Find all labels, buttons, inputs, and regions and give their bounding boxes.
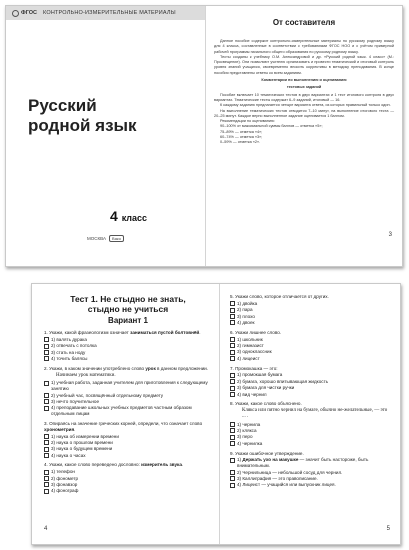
option-part: 1) xyxy=(237,457,243,463)
answer-option[interactable] xyxy=(44,337,212,343)
answer-option[interactable] xyxy=(230,349,390,355)
question-prefix: 7. Промокашка — это: xyxy=(230,365,278,371)
checkbox-icon[interactable] xyxy=(44,453,49,458)
answer-option[interactable] xyxy=(230,434,390,440)
answer-option-text: 4) двоек xyxy=(237,319,255,325)
checkbox-icon[interactable] xyxy=(44,344,49,349)
answer-option-text: 3) перо xyxy=(237,434,253,440)
question-prefix: 3. Опираясь на значение греческих корней, определи, что означает слово xyxy=(44,420,203,426)
preface-paragraph: Пособие включает 10 тематических тестов в двух вариантах и 1 тест итогового контроля в двух вариантах. Тематические тесты содержат 6–9 заданий, итоговый — 16. xyxy=(214,92,394,102)
page-number: 3 xyxy=(388,232,392,238)
checkbox-icon[interactable] xyxy=(44,482,49,487)
cover-title: Русский родной язык xyxy=(28,96,137,135)
answer-option-text xyxy=(237,476,318,482)
answer-option[interactable] xyxy=(44,453,212,459)
answer-option-text: 3) наука о будущем времени xyxy=(51,446,113,452)
preface-title: От составителя xyxy=(272,18,336,27)
checkbox-icon[interactable] xyxy=(230,373,235,378)
answer-option[interactable] xyxy=(230,379,390,385)
question xyxy=(44,421,212,459)
question-sentence: Начинаем урок математики. xyxy=(56,372,116,378)
grading-scale-item: 90–100% от максимальной суммы баллов — отметка «5»; xyxy=(220,124,323,129)
answer-option[interactable] xyxy=(230,428,390,434)
fgos-label: ФГОС xyxy=(21,10,37,16)
answer-option[interactable] xyxy=(44,405,212,417)
test-title: Тест 1. Не стыдно не знать, стыдно не учиться xyxy=(70,294,186,314)
top-spread xyxy=(5,5,403,267)
question-prefix: 9. Укажи ошибочное утверждение. xyxy=(230,450,304,456)
publisher-logo: Вако xyxy=(109,235,124,242)
checkbox-icon[interactable] xyxy=(44,356,49,361)
answer-option[interactable] xyxy=(44,343,212,349)
answer-option-text: 4) точить балясы xyxy=(51,355,88,361)
answer-option-text: 2) фонометр xyxy=(51,475,79,481)
answer-option-text xyxy=(237,470,342,476)
book-spine xyxy=(205,6,206,266)
answer-option-text: 3) нечто поучительное xyxy=(51,398,99,404)
answer-option-text xyxy=(237,457,390,469)
checkbox-icon[interactable] xyxy=(230,320,235,325)
answer-option[interactable] xyxy=(44,356,212,362)
preface-body xyxy=(214,39,394,146)
checkbox-icon[interactable] xyxy=(230,458,235,463)
checkbox-icon[interactable] xyxy=(230,428,235,433)
fgos-circle-icon xyxy=(12,10,19,17)
answer-option[interactable] xyxy=(44,488,212,494)
question-prefix: 1. Укажи, какой фразеологизм означает xyxy=(44,330,131,335)
answer-option-text: 2) клякса xyxy=(237,428,257,434)
answer-option[interactable] xyxy=(44,440,212,446)
option-keyword: Держать ухо на макушке xyxy=(242,457,299,463)
preface-subtitle: тестовых заданий xyxy=(286,85,322,90)
checkbox-icon[interactable] xyxy=(44,399,49,404)
preface-paragraph: К каждому заданию предлагается четыре варианта ответа, из которых правильный только один. xyxy=(220,103,391,108)
answer-option-text: 1) валять дурака xyxy=(51,336,87,342)
question-text xyxy=(44,421,212,433)
answer-option[interactable] xyxy=(230,320,390,326)
page-number: 5 xyxy=(386,526,390,532)
question-prefix: 6. Укажи лишнее слово. xyxy=(230,329,282,335)
answer-option-text: 3) бумага для чистки ручки xyxy=(237,385,295,391)
checkbox-icon[interactable] xyxy=(44,440,49,445)
page-right xyxy=(230,294,390,492)
checkbox-icon[interactable] xyxy=(44,489,49,494)
answer-option[interactable] xyxy=(44,399,212,405)
question-suffix: в данном предложении. xyxy=(155,365,209,371)
question xyxy=(230,330,390,362)
grading-scale-item: 0–59% — отметка «2». xyxy=(220,140,261,145)
answer-option[interactable] xyxy=(230,301,390,307)
option-part: — значит быть настороже, быть внимательным. xyxy=(237,457,369,469)
answer-option[interactable] xyxy=(230,441,390,447)
answer-option-text: 3) стать на ноду xyxy=(51,349,86,355)
fgos-badge xyxy=(12,10,176,17)
grading-scale-item: 60–74% — отметка «3»; xyxy=(220,135,263,140)
checkbox-icon[interactable] xyxy=(230,470,235,475)
checkbox-icon[interactable] xyxy=(230,356,235,361)
answer-option[interactable] xyxy=(44,434,212,440)
checkbox-icon[interactable] xyxy=(44,381,49,386)
cover-grade: 4 класс xyxy=(110,208,148,224)
answer-option[interactable] xyxy=(230,356,390,362)
answer-option[interactable] xyxy=(44,482,212,488)
answer-option[interactable] xyxy=(44,350,212,356)
checkbox-icon[interactable] xyxy=(44,337,49,342)
checkbox-icon[interactable] xyxy=(230,476,235,481)
page-number: 4 xyxy=(44,526,48,532)
checkbox-icon[interactable] xyxy=(230,379,235,384)
answer-option[interactable] xyxy=(44,469,212,475)
checkbox-icon[interactable] xyxy=(230,435,235,440)
answer-option[interactable] xyxy=(44,476,212,482)
option-part: 3) Каллиграфия — это правописание. xyxy=(237,476,318,482)
question-text xyxy=(44,366,212,372)
answer-option[interactable] xyxy=(44,446,212,452)
preface-page xyxy=(214,18,394,146)
grading-scale-item: 75–89% — отметка «4»; xyxy=(220,129,263,134)
question-text xyxy=(230,294,390,300)
checkbox-icon[interactable] xyxy=(230,343,235,348)
answer-option-text: 1) школьник xyxy=(237,336,263,342)
answer-option[interactable] xyxy=(230,337,390,343)
answer-option-text: 2) наука о прошлом времени xyxy=(51,439,113,445)
publisher-city: МОСКВА xyxy=(87,236,107,241)
answer-option-text: 2) учебный час, посвящённый отдельному предмету xyxy=(51,392,164,398)
answer-option-text: 1) телефон xyxy=(51,469,75,475)
question-prefix: 8. Укажи, какое слово объяснено. xyxy=(230,401,302,407)
answer-option[interactable] xyxy=(230,385,390,391)
preface-paragraph: На выполнение тематических тестов отводится 7–10 минут, на выполнение итогового теста — 20–25 минут. Каждое верно выполненное задание оценивается 1 баллом. xyxy=(214,108,394,118)
answer-option-text: 2) отвечать с потолка xyxy=(51,343,97,349)
question-text xyxy=(230,366,390,372)
answer-option[interactable] xyxy=(230,457,390,469)
answer-option-text xyxy=(237,482,336,488)
answer-option-text: 1) наука об измерении времени xyxy=(51,433,119,439)
answer-option-text: 1) чернила xyxy=(237,421,261,427)
question-prefix: 2. Укажи, в каком значении употреблено слово xyxy=(44,365,146,371)
question-suffix: . xyxy=(199,330,201,335)
answer-option-text: 3) фонавзор xyxy=(51,482,78,488)
answer-option-text: 1) промокшая бумага xyxy=(237,372,283,378)
question-sentence: Клякса или пятно чернил на бумаге, обычно не-желательные, — это ... . xyxy=(242,408,388,419)
question-suffix: . xyxy=(74,426,76,432)
answer-option-text: 3) плохо xyxy=(237,313,255,319)
question-keyword: заниматься пустой болтовнёй xyxy=(130,330,200,335)
checkbox-icon[interactable] xyxy=(44,393,49,398)
answer-option-text: 4) вид чернил xyxy=(237,391,267,397)
question-text xyxy=(44,330,212,336)
answer-option[interactable] xyxy=(230,476,390,482)
answer-option[interactable] xyxy=(44,380,212,392)
answer-option-text: 1) двойка xyxy=(237,300,258,306)
question xyxy=(44,366,212,417)
answer-option-text: 3) одноклассник xyxy=(237,349,272,355)
cover-footer xyxy=(6,235,205,242)
checkbox-icon[interactable] xyxy=(44,406,49,411)
book-spine xyxy=(219,284,220,544)
question-text xyxy=(44,462,212,468)
variant-title: Вариант 1 xyxy=(108,316,148,325)
page-left xyxy=(44,294,212,498)
answer-option[interactable] xyxy=(230,343,390,349)
checkbox-icon[interactable] xyxy=(44,476,49,481)
answer-option-text: 4) чернилка xyxy=(237,440,263,446)
answer-option[interactable] xyxy=(230,372,390,378)
answer-option-text: 4) преподавание школьных учебных предметов частным образом отдельным лицам xyxy=(51,405,192,417)
checkbox-icon[interactable] xyxy=(230,301,235,306)
bottom-spread xyxy=(31,283,401,545)
question xyxy=(44,462,212,494)
question-text xyxy=(230,330,390,336)
question-prefix: 5. Укажи слово, которое отличается от других. xyxy=(230,294,329,299)
preface-paragraph: Тесты созданы к учебнику О.М. Александровой и др. «Русский родной язык. 4 класс» (М.: Просвещение). Они позволяют учителю организовать и провести тематический и итоговый контроль уровня знаний учащихся, своевременно вносить коррективы в методику преподавания. В конце пособия представлены ответы ко всем заданиям. xyxy=(214,54,394,75)
answer-option-text: 2) гимназист xyxy=(237,342,264,348)
question xyxy=(230,451,390,489)
questions-list-right xyxy=(230,294,390,488)
answer-option-text: 2) пара xyxy=(237,307,253,313)
question-keyword: измеритель звука xyxy=(141,462,182,468)
answer-option-text: 4) фонограф xyxy=(51,488,79,494)
question-text xyxy=(230,451,390,457)
preface-subtitle: Комментарии по выполнению и оцениванию xyxy=(261,78,347,83)
question-keyword: урок xyxy=(145,365,156,371)
question xyxy=(44,330,212,362)
answer-option-text: 4) лицеист xyxy=(237,355,260,361)
checkbox-icon[interactable] xyxy=(230,392,235,397)
question-text xyxy=(230,401,390,407)
checkbox-icon[interactable] xyxy=(44,434,49,439)
option-part: 2) Чернильница — небольшой сосуд для чернил. xyxy=(237,469,343,475)
checkbox-icon[interactable] xyxy=(44,447,49,452)
checkbox-icon[interactable] xyxy=(230,314,235,319)
checkbox-icon[interactable] xyxy=(230,308,235,313)
question-prefix: 4. Укажи, какое слово переведено дословно: xyxy=(44,462,142,468)
answer-option-text: 1) учебная работа, заданная учителем для приготовления к следующему занятию xyxy=(51,380,208,392)
checkbox-icon[interactable] xyxy=(230,337,235,342)
answer-option-text: 4) наука о часах xyxy=(51,452,86,458)
question xyxy=(230,294,390,326)
answer-option[interactable] xyxy=(230,392,390,398)
answer-option[interactable] xyxy=(230,314,390,320)
option-part: 4) Лицеист — учащийся или выпускник лицея. xyxy=(237,482,336,488)
question-keyword: хронометрия xyxy=(44,426,75,432)
answer-option[interactable] xyxy=(230,422,390,428)
answer-option[interactable] xyxy=(44,393,212,399)
answer-option[interactable] xyxy=(230,307,390,313)
checkbox-icon[interactable] xyxy=(230,483,235,488)
checkbox-icon[interactable] xyxy=(44,350,49,355)
preface-paragraph: Данное пособие содержит контрольно-измерительные материалы по русскому родному языку для 4 класса, составленные в соответствии с требованиями ФГОС НОО и с учётом примерной рабочей программы начального общего образования по русскому родному языку. xyxy=(214,39,394,54)
preface-paragraph: Рекомендации по оцениванию: xyxy=(220,119,275,124)
checkbox-icon[interactable] xyxy=(230,422,235,427)
answer-option[interactable] xyxy=(230,470,390,476)
checkbox-icon[interactable] xyxy=(230,350,235,355)
question-suffix: . xyxy=(181,462,184,468)
questions-list-left xyxy=(44,330,212,494)
checkbox-icon[interactable] xyxy=(44,470,49,475)
question xyxy=(230,401,390,446)
checkbox-icon[interactable] xyxy=(230,441,235,446)
series-label: КОНТРОЛЬНО-ИЗМЕРИТЕЛЬНЫЕ МАТЕРИАЛЫ xyxy=(43,10,176,16)
cover-header-band xyxy=(6,6,205,20)
checkbox-icon[interactable] xyxy=(230,386,235,391)
answer-option[interactable] xyxy=(230,482,390,488)
question xyxy=(230,366,390,398)
answer-option-text: 2) бумага, хорошо впитывающая жидкость xyxy=(237,378,329,384)
book-cover xyxy=(6,6,205,266)
